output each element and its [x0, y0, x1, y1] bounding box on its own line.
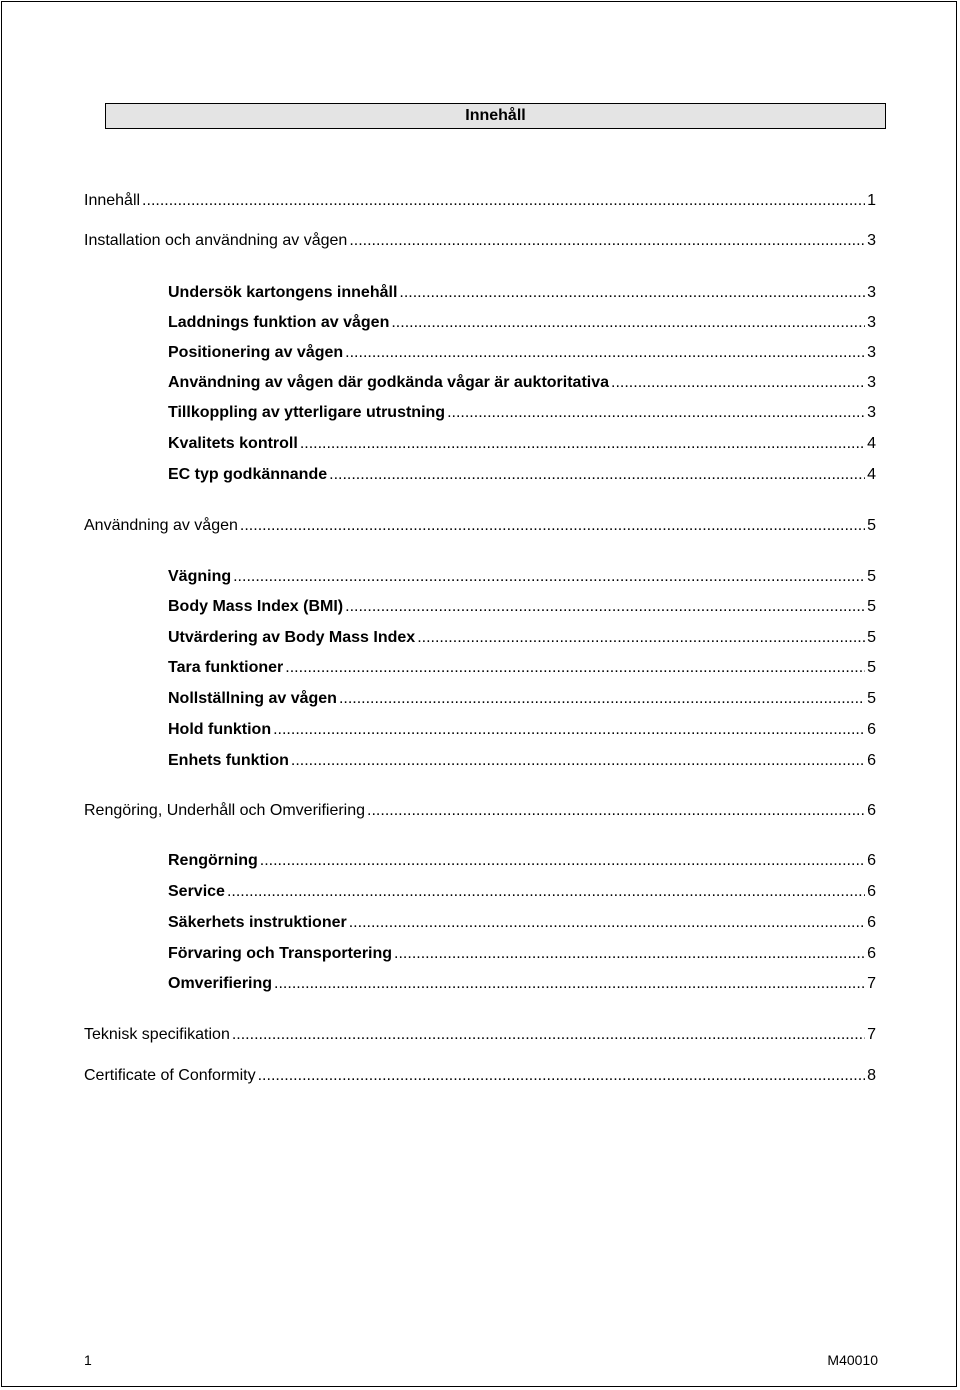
toc-dot-leader [447, 402, 865, 424]
toc-entry-label: Användning av vågen [84, 517, 238, 534]
toc-entry-page: 5 [867, 659, 876, 676]
toc-entry-label: Laddnings funktion av vågen [168, 314, 390, 331]
toc-entry-label: Rengöring, Underhåll och Omverifiering [84, 802, 366, 819]
toc-entry[interactable] [168, 688, 876, 710]
toc-entry[interactable] [168, 943, 876, 965]
toc-entry-page: 4 [867, 466, 876, 483]
toc-entry-page: 3 [867, 284, 876, 301]
toc-entry-page: 5 [867, 598, 876, 615]
toc-entry-label: Innehåll [84, 192, 141, 209]
toc-dot-leader [339, 688, 865, 710]
toc-entry-page: 7 [867, 975, 876, 992]
toc-dot-leader [349, 912, 865, 934]
toc-entry[interactable] [168, 566, 876, 588]
toc-entry-label: Body Mass Index (BMI) [168, 598, 344, 615]
toc-entry[interactable] [84, 230, 876, 252]
toc-entry[interactable] [168, 912, 876, 934]
toc-entry-label: Installation och användning av vågen [84, 232, 348, 249]
toc-entry-label: Utvärdering av Body Mass Index [168, 629, 416, 646]
toc-entry-page: 6 [867, 752, 876, 769]
toc-dot-leader [394, 943, 865, 965]
toc-entry-label: Vägning [168, 568, 232, 585]
toc-dot-leader [345, 342, 865, 364]
toc-dot-leader [232, 1024, 865, 1046]
toc-entry-page: 3 [867, 374, 876, 391]
toc-entry-page: 6 [867, 914, 876, 931]
toc-dot-leader [227, 881, 865, 903]
toc-dot-leader [291, 750, 865, 772]
toc-entry-page: 3 [867, 232, 876, 249]
toc-entry-page: 5 [867, 568, 876, 585]
toc-entry-label: Service [168, 883, 225, 900]
toc-dot-leader [367, 800, 865, 822]
toc-entry[interactable] [84, 190, 876, 212]
toc-dot-leader [233, 566, 865, 588]
toc-entry-label: Undersök kartongens innehåll [168, 284, 398, 301]
toc-entry-page: 4 [867, 435, 876, 452]
toc-entry-page: 5 [867, 517, 876, 534]
toc-entry-label: Tara funktioner [168, 659, 284, 676]
toc-dot-leader [258, 1065, 865, 1087]
toc-entry-page: 8 [867, 1067, 876, 1084]
toc-entry-page: 1 [867, 192, 876, 209]
toc-entry-page: 7 [867, 1026, 876, 1043]
toc-entry-label: Enhets funktion [168, 752, 289, 769]
footer-doc-code: M40010 [827, 1352, 878, 1368]
toc-dot-leader [285, 657, 865, 679]
toc-dot-leader [345, 596, 865, 618]
toc-entry-page: 6 [867, 721, 876, 738]
toc-entry[interactable] [168, 627, 876, 649]
toc-entry[interactable] [168, 464, 876, 486]
toc-dot-leader [300, 433, 865, 455]
toc-dot-leader [611, 372, 865, 394]
toc-dot-leader [349, 230, 865, 252]
toc-dot-leader [142, 190, 865, 212]
toc-entry[interactable] [84, 1065, 876, 1087]
toc-entry-label: Omverifiering [168, 975, 273, 992]
toc-entry-label: Positionering av vågen [168, 344, 344, 361]
toc-entry-page: 5 [867, 629, 876, 646]
toc-title: Innehåll [465, 107, 526, 124]
toc-entry-label: Teknisk specifikation [84, 1026, 230, 1043]
toc-entry-page: 6 [867, 802, 876, 819]
toc-entry-label: Nollställning av vågen [168, 690, 337, 707]
toc-entry-label: Säkerhets instruktioner [168, 914, 347, 931]
toc-entry[interactable] [84, 1024, 876, 1046]
toc-entry-label: Hold funktion [168, 721, 272, 738]
toc-entry[interactable] [84, 515, 876, 537]
toc-entry-label: EC typ godkännande [168, 466, 328, 483]
toc-entry-label: Rengörning [168, 852, 258, 869]
toc-entry-page: 6 [867, 945, 876, 962]
toc-entry-label: Användning av vågen där godkända vågar är auktoritativa [168, 374, 610, 391]
toc-entry[interactable] [168, 596, 876, 618]
toc-entry[interactable] [168, 342, 876, 364]
toc-dot-leader [417, 627, 865, 649]
toc-entry[interactable] [168, 402, 876, 424]
toc-entry-label: Kvalitets kontroll [168, 435, 298, 452]
toc-entry-page: 3 [867, 314, 876, 331]
toc-entry[interactable] [168, 312, 876, 334]
toc-dot-leader [260, 850, 865, 872]
toc-entry[interactable] [168, 372, 876, 394]
toc-entry-page: 6 [867, 883, 876, 900]
toc-entry[interactable] [168, 657, 876, 679]
toc-entry-label: Tillkoppling av ytterligare utrustning [168, 404, 446, 421]
toc-entry-page: 6 [867, 852, 876, 869]
toc-entry-page: 3 [867, 404, 876, 421]
toc-entry[interactable] [168, 433, 876, 455]
toc-entry[interactable] [84, 800, 876, 822]
toc-entry[interactable] [168, 719, 876, 741]
toc-dot-leader [240, 515, 865, 537]
toc-entry-page: 3 [867, 344, 876, 361]
footer-page-number: 1 [84, 1352, 92, 1368]
toc-entry[interactable] [168, 881, 876, 903]
toc-entry[interactable] [168, 850, 876, 872]
toc-entry[interactable] [168, 973, 876, 995]
toc-entry-label: Förvaring och Transportering [168, 945, 393, 962]
toc-dot-leader [274, 973, 865, 995]
toc-entry[interactable] [168, 750, 876, 772]
toc-dot-leader [399, 282, 865, 304]
toc-dot-leader [391, 312, 865, 334]
toc-entry-page: 5 [867, 690, 876, 707]
toc-entry[interactable] [168, 282, 876, 304]
toc-entry-label: Certificate of Conformity [84, 1067, 256, 1084]
toc-dot-leader [329, 464, 865, 486]
toc-dot-leader [273, 719, 865, 741]
